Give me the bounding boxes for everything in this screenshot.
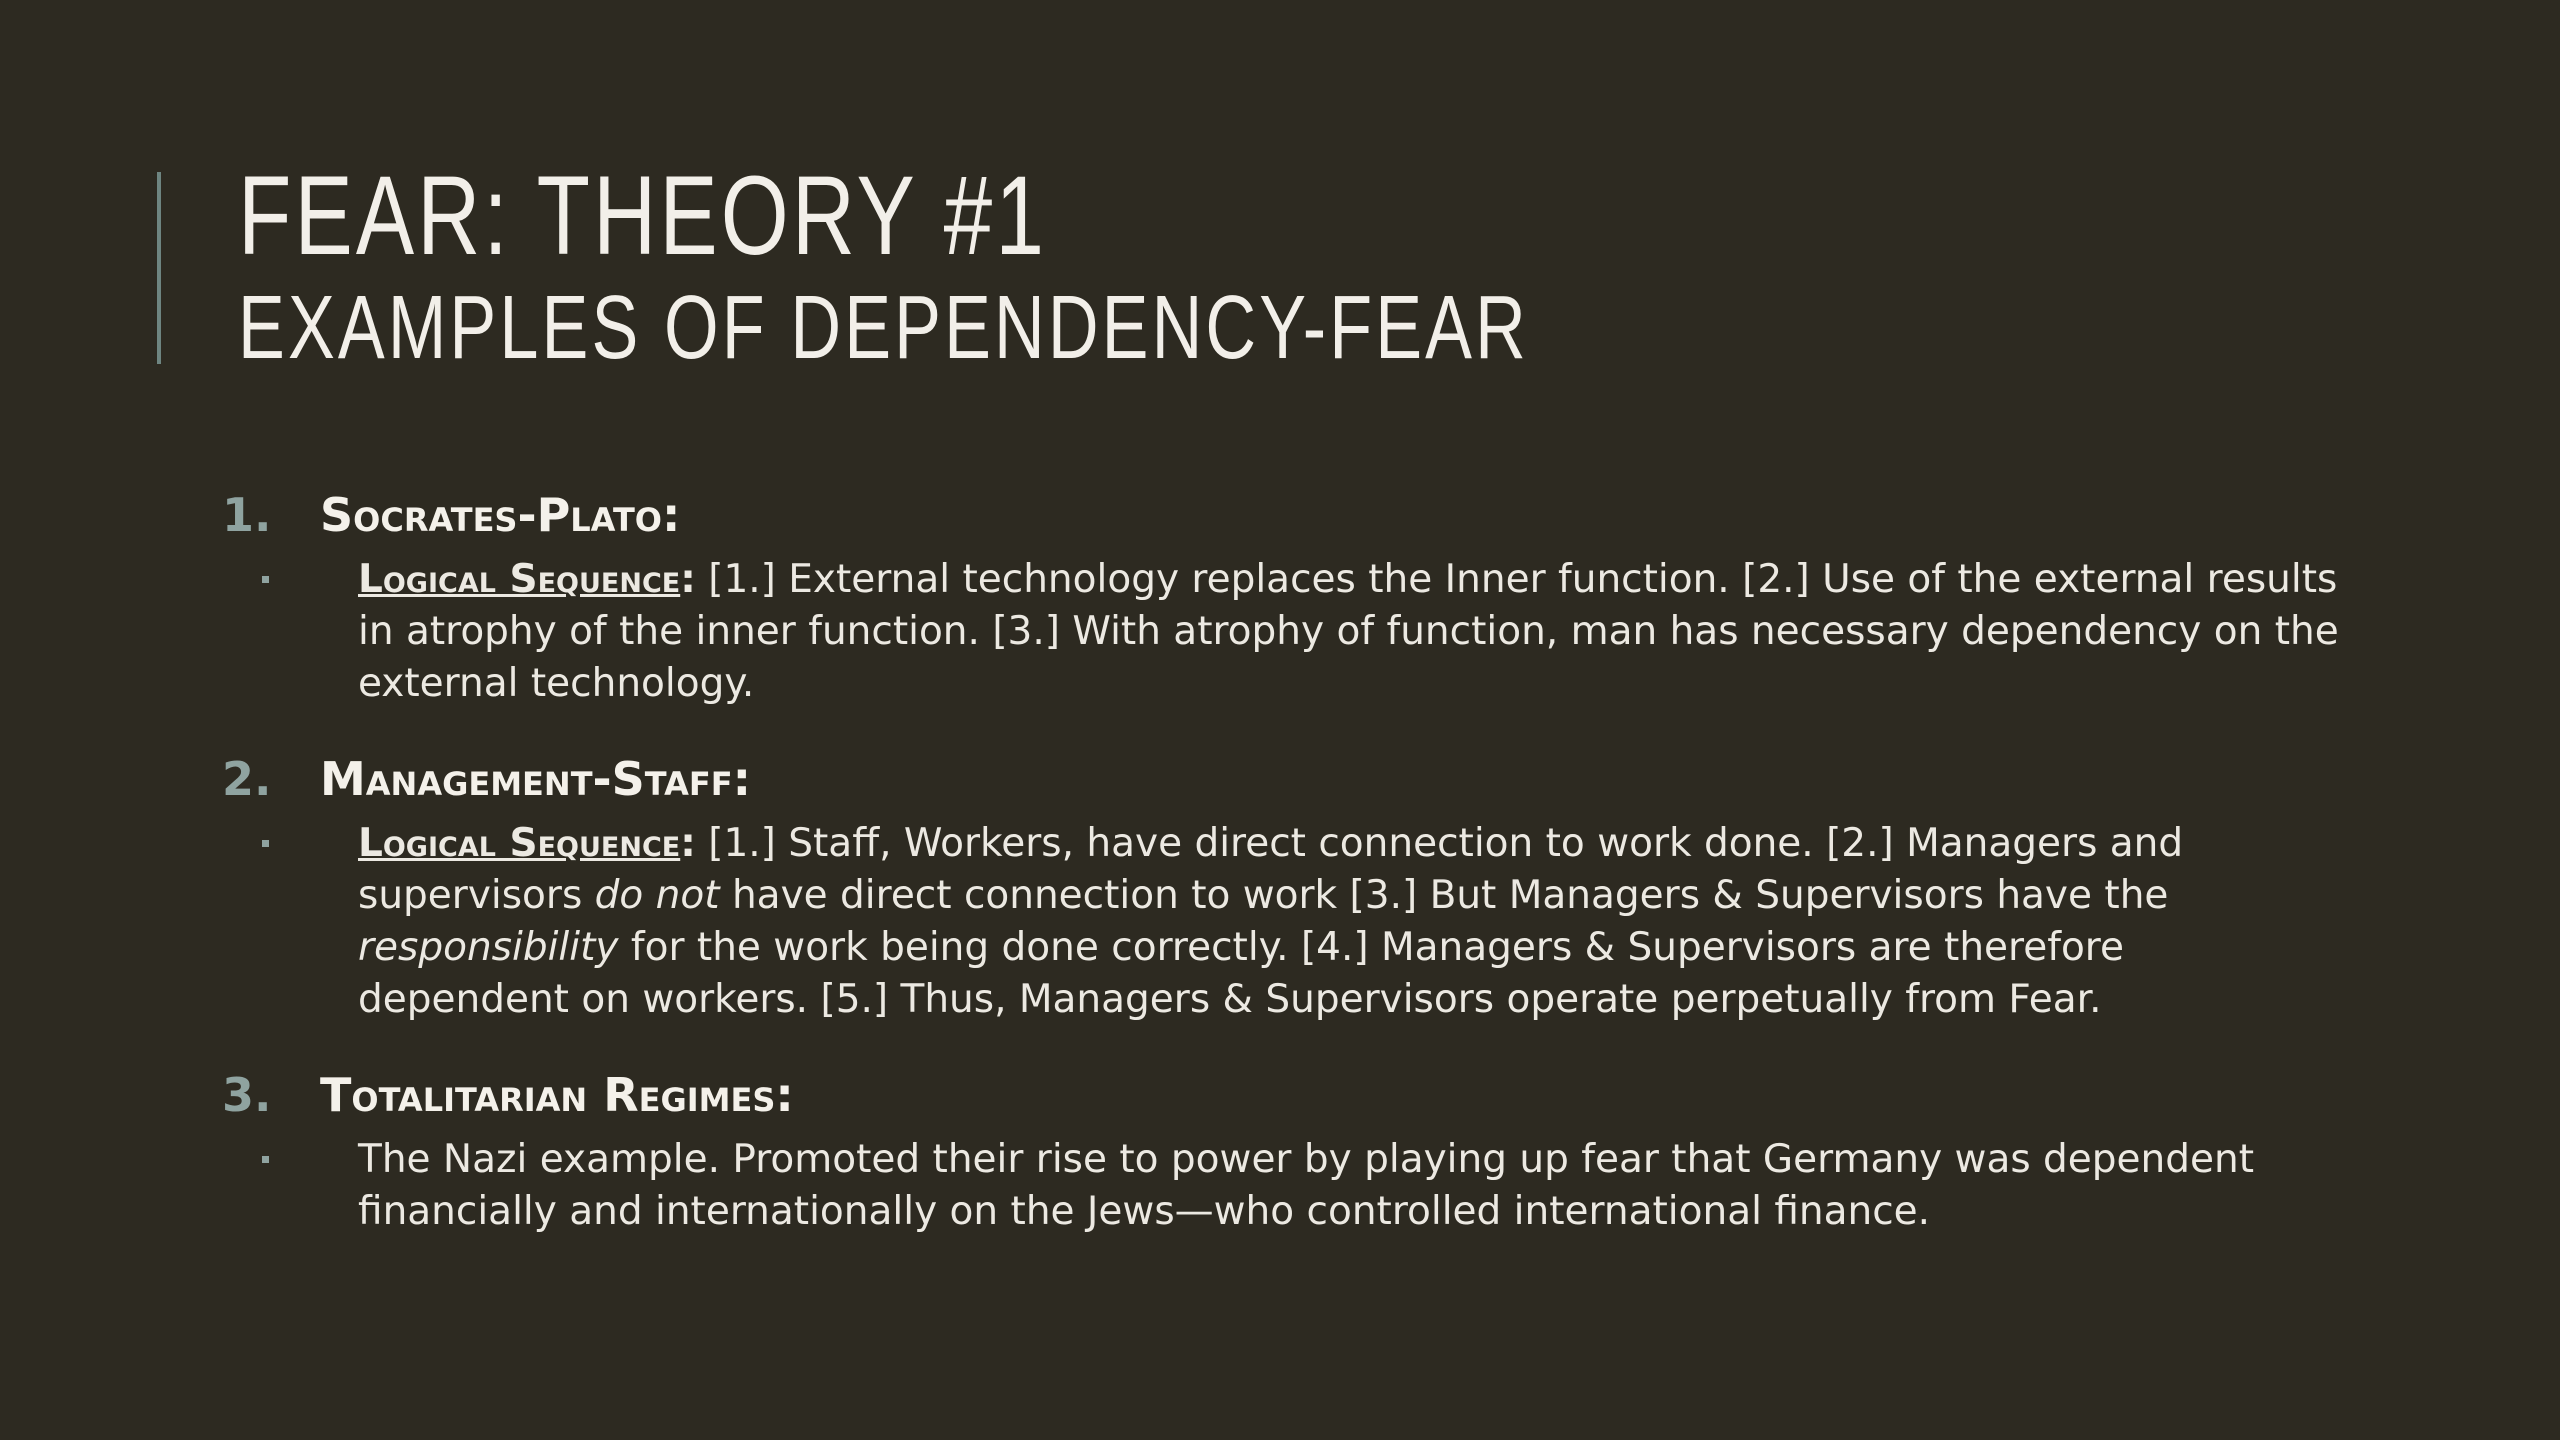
list-item-heading-row	[222, 752, 2342, 816]
list-item-heading-row	[222, 1068, 2342, 1132]
label-colon: :	[680, 821, 696, 866]
square-bullet-icon	[262, 1156, 269, 1163]
list-item-number: 2.	[222, 752, 272, 806]
title-accent-bar	[157, 172, 161, 364]
list-item-number: 3.	[222, 1068, 272, 1122]
list-item-heading: Socrates-Plato:	[320, 488, 681, 542]
list-item	[222, 1068, 2342, 1238]
list-item-heading: Totalitarian Regimes:	[320, 1068, 794, 1122]
label-colon: :	[680, 557, 696, 602]
list-item	[222, 752, 2342, 1026]
sub-bullet	[222, 1134, 2342, 1238]
sub-bullet-text: have direct connection to work [3.] But Managers & Supervisors have the	[719, 873, 2169, 918]
sub-bullet-text: [1.] Staff, Workers, have direct connection to work done. [2.] Managers and supervisors	[358, 821, 2184, 918]
list-item-heading: Management-Staff:	[320, 752, 751, 806]
sub-bullet-italic-text: responsibility	[358, 925, 619, 970]
sub-bullet-text: [1.] External technology replaces the Inner function. [2.] Use of the external results in atrophy of the inner function. [3.] With atrophy of function, man has necessary dependency on the external technology.	[358, 557, 2339, 706]
square-bullet-icon	[262, 576, 269, 583]
square-bullet-icon	[262, 840, 269, 847]
sub-bullet	[222, 554, 2342, 710]
list-item-number: 1.	[222, 488, 272, 542]
slide-title: FEAR: THEORY #1	[238, 153, 1048, 278]
sub-bullet-italic-text: do not	[594, 873, 720, 918]
title-block	[238, 153, 2338, 378]
sub-bullet-text: for the work being done correctly. [4.] Managers & Supervisors are therefore dependent on workers. [5.] Thus, Managers & Supervisors operate perpetually from Fear.	[358, 925, 2124, 1022]
logical-sequence-label: Logical Sequence	[358, 821, 681, 866]
list-item	[222, 488, 2342, 710]
slide-subtitle: EXAMPLES OF DEPENDENCY-FEAR	[238, 278, 1529, 378]
logical-sequence-label: Logical Sequence	[358, 557, 681, 602]
numbered-list	[222, 488, 2342, 1280]
sub-bullet	[222, 818, 2342, 1026]
sub-bullet-text: The Nazi example. Promoted their rise to power by playing up fear that Germany was dependent financially and internationally on the Jews—who controlled international finance.	[358, 1137, 2255, 1234]
list-item-heading-row	[222, 488, 2342, 552]
